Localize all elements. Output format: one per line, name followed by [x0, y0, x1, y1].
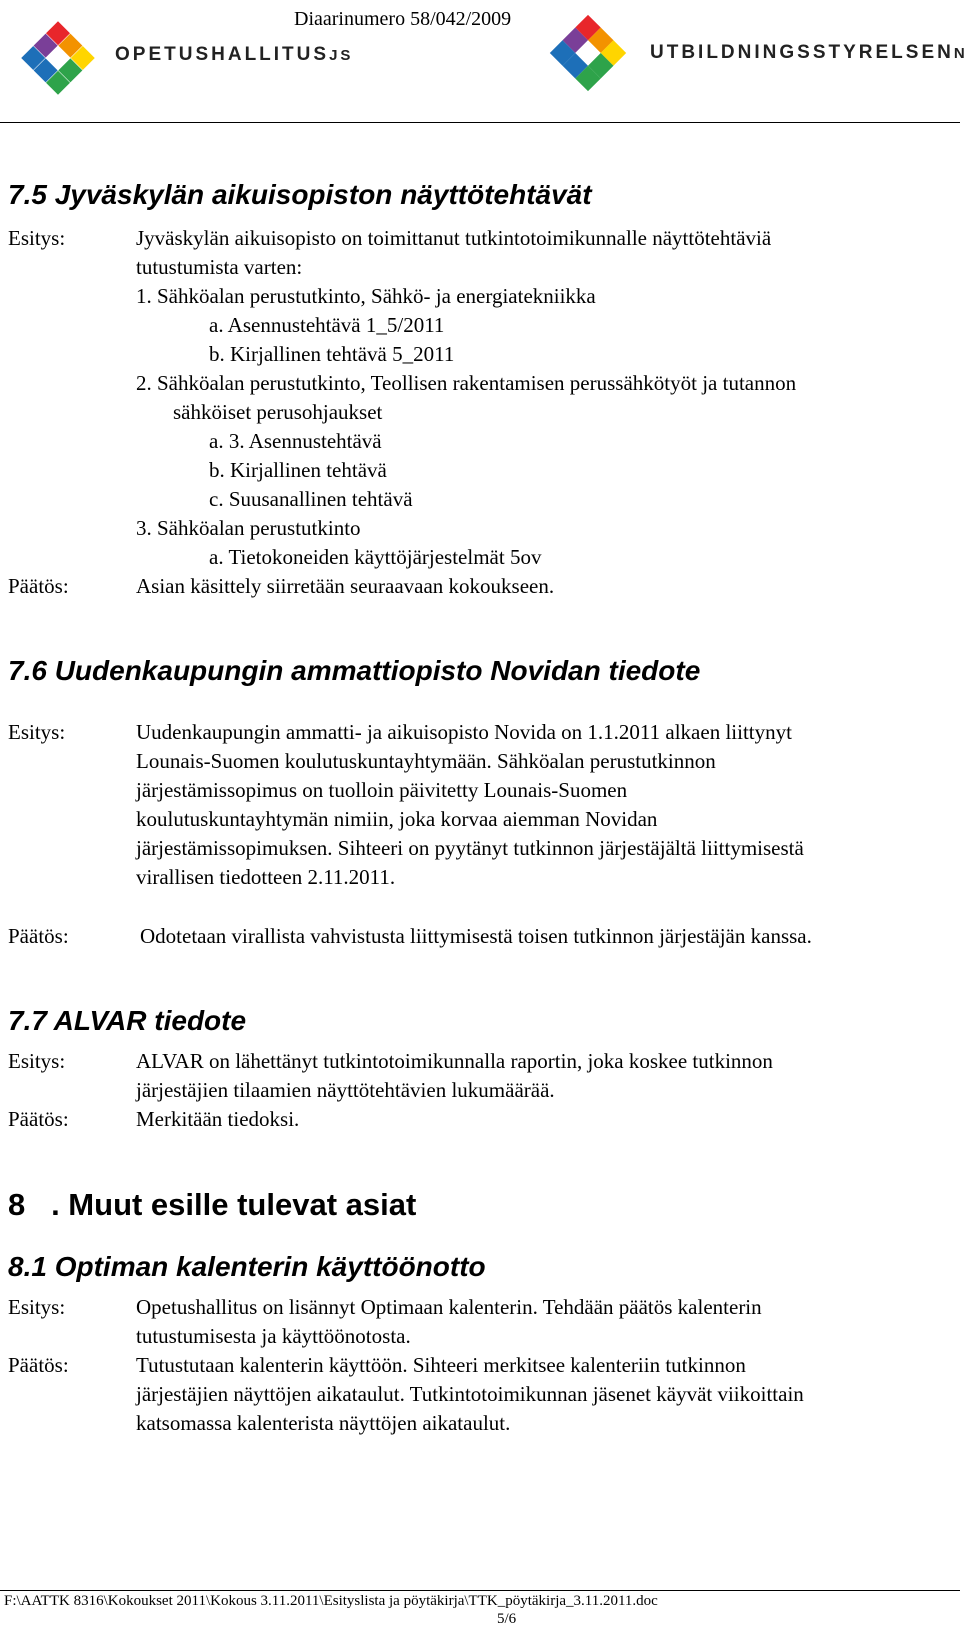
logo-text-sv: UTBILDNINGSSTYRELSENN	[650, 42, 968, 63]
paatos-text: Merkitään tiedoksi.	[136, 1107, 300, 1131]
paatos-line: järjestäjien näyttöjen aikataulut. Tutkintotoimikunnan jäsenet käyvät viikoittain	[136, 1382, 804, 1406]
esitys-line: virallisen tiedotteen 2.11.2011.	[136, 865, 396, 889]
list-item: a. 3. Asennustehtävä	[209, 429, 382, 453]
list-item: 2. Sähköalan perustutkinto, Teollisen rakentamisen perussähkötyöt ja tutannon	[136, 371, 797, 395]
section-7-5-heading: 7.5 Jyväskylän aikuisopiston näyttötehtävät	[8, 179, 592, 210]
footer-divider	[0, 1590, 960, 1591]
esitys-line: Lounais-Suomen koulutuskuntayhtymään. Sähköalan perustutkinnon	[136, 749, 716, 773]
diary-number: Diaarinumero 58/042/2009	[294, 8, 512, 30]
list-item: a. Tietokoneiden käyttöjärjestelmät 5ov	[209, 545, 542, 569]
list-item: 3. Sähköalan perustutkinto	[136, 516, 361, 540]
page-number: 5/6	[497, 1611, 517, 1627]
esitys-label: Esitys:	[8, 226, 66, 250]
esitys-line: ALVAR on lähettänyt tutkintotoimikunnalla raportin, joka koskee tutkinnon	[136, 1049, 773, 1073]
esitys-line: Uudenkaupungin ammatti- ja aikuisopisto Novida on 1.1.2011 alkaen liittynyt	[136, 720, 792, 744]
list-item: a. Asennustehtävä 1_5/2011	[209, 313, 445, 337]
footer-path: F:\AATTK 8316\Kokoukset 2011\Kokous 3.11.2011\Esityslista ja pöytäkirja\TTK_pöytäkirja_3.11.2011.doc	[4, 1593, 658, 1609]
list-item: b. Kirjallinen tehtävä	[209, 458, 387, 482]
paatos-line: katsomassa kalenterista näyttöjen aikataulut.	[136, 1411, 511, 1435]
paatos-label: Päätös:	[8, 1353, 69, 1377]
esitys-label: Esitys:	[8, 1049, 66, 1073]
utbildningsstyrelsen-logo-icon	[545, 10, 631, 96]
intro-line: tutustumista varten:	[136, 255, 303, 279]
list-item: sähköiset perusohjaukset	[173, 400, 383, 424]
header	[0, 0, 968, 125]
esitys-label: Esitys:	[8, 720, 66, 744]
section-8-heading: 8 . Muut esille tulevat asiat	[8, 1187, 417, 1222]
esitys-line: Opetushallitus on lisännyt Optimaan kalenterin. Tehdään päätös kalenterin	[136, 1295, 762, 1319]
opetushallitus-logo-icon	[18, 18, 98, 98]
list-item: c. Suusanallinen tehtävä	[209, 487, 413, 511]
header-divider	[0, 122, 960, 123]
section-7-6-heading: 7.6 Uudenkaupungin ammattiopisto Novidan tiedote	[8, 655, 701, 686]
esitys-line: järjestäjien tilaamien näyttötehtävien lukumäärää.	[136, 1078, 555, 1102]
paatos-label: Päätös:	[8, 1107, 69, 1131]
intro-line: Jyväskylän aikuisopisto on toimittanut tutkintotoimikunnalle näyttötehtäviä	[136, 226, 772, 250]
esitys-line: järjestämissopimus on tuolloin päivitetty Lounais-Suomen	[136, 778, 628, 802]
esitys-label: Esitys:	[8, 1295, 66, 1319]
logo-text-fi: OPETUSHALLITUSJS	[115, 44, 354, 65]
paatos-text: Odotetaan virallista vahvistusta liittymisestä toisen tutkinnon järjestäjän kanssa.	[140, 924, 812, 948]
esitys-line: koulutuskuntayhtymän nimiin, joka korvaa aiemman Novidan	[136, 807, 658, 831]
paatos-label: Päätös:	[8, 924, 69, 948]
paatos-text: Asian käsittely siirretään seuraavaan kokoukseen.	[136, 574, 555, 598]
section-8-1-heading: 8.1 Optiman kalenterin käyttöönotto	[8, 1251, 486, 1282]
list-item: 1. Sähköalan perustutkinto, Sähkö- ja energiatekniikka	[136, 284, 596, 308]
paatos-label: Päätös:	[8, 574, 69, 598]
paatos-line: Tutustutaan kalenterin käyttöön. Sihteeri merkitsee kalenteriin tutkinnon	[136, 1353, 746, 1377]
section-7-7-heading: 7.7 ALVAR tiedote	[8, 1005, 247, 1036]
esitys-line: tutustumisesta ja käyttöönotosta.	[136, 1324, 411, 1348]
esitys-line: järjestämissopimuksen. Sihteeri on pyytänyt tutkinnon järjestäjältä liittymisestä	[136, 836, 804, 860]
list-item: b. Kirjallinen tehtävä 5_2011	[209, 342, 455, 366]
